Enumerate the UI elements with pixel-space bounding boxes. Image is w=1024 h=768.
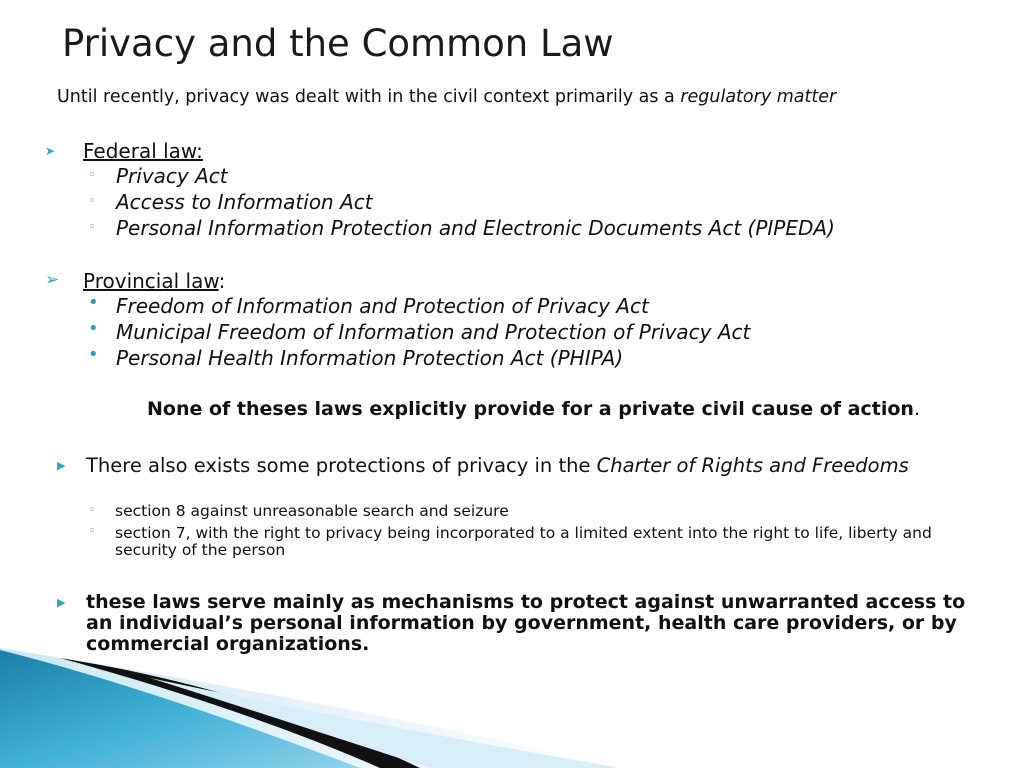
- federal-item: Personal Information Protection and Electronic Documents Act (PIPEDA): [116, 216, 835, 240]
- sub-bullet-icon: ◦: [88, 503, 96, 518]
- provincial-item: Freedom of Information and Protection of Privacy Act: [116, 294, 649, 318]
- sub-bullet-icon: ◦: [88, 524, 96, 539]
- summary-paragraph: these laws serve mainly as mechanisms to protect against unwarranted access to an individual’s personal information by government, health care providers, or by commercial organizations.: [86, 591, 966, 655]
- federal-item: Privacy Act: [116, 164, 228, 188]
- bullet-arrow-icon: ➤: [45, 144, 56, 158]
- bullet-triangle-icon: ▶: [57, 459, 66, 472]
- bullet-arrow-icon: ➢: [45, 270, 60, 290]
- slide-title: Privacy and the Common Law: [62, 22, 614, 65]
- federal-law-heading: Federal law:: [83, 139, 203, 163]
- provincial-law-heading: Provincial law:: [83, 269, 226, 293]
- bullet-dot-icon: •: [88, 292, 99, 313]
- charter-item: section 7, with the right to privacy being incorporated to a limited extent into the right to life, liberty and security of the person: [115, 524, 932, 559]
- provincial-item: Municipal Freedom of Information and Protection of Privacy Act: [116, 320, 751, 344]
- bullet-triangle-icon: ▶: [57, 596, 66, 609]
- intro-text: Until recently, privacy was dealt with in the civil context primarily as a regulatory matter: [57, 87, 837, 107]
- federal-item: Access to Information Act: [116, 190, 373, 214]
- charter-item: section 8 against unreasonable search and seizure: [115, 502, 509, 520]
- bullet-dot-icon: •: [88, 344, 99, 365]
- charter-emphasis: Charter of Rights and Freedoms: [596, 454, 909, 477]
- intro-emphasis: regulatory matter: [680, 87, 837, 107]
- sub-bullet-icon: ◦: [88, 194, 96, 209]
- decorative-wave: [0, 640, 1024, 768]
- key-note: None of theses laws explicitly provide for a private civil cause of action.: [147, 398, 920, 420]
- sub-bullet-icon: ◦: [88, 220, 96, 235]
- charter-paragraph: There also exists some protections of privacy in the Charter of Rights and Freedoms: [86, 454, 909, 477]
- bullet-dot-icon: •: [88, 318, 99, 339]
- provincial-item: Personal Health Information Protection Act (PHIPA): [116, 346, 624, 370]
- sub-bullet-icon: ◦: [88, 168, 96, 183]
